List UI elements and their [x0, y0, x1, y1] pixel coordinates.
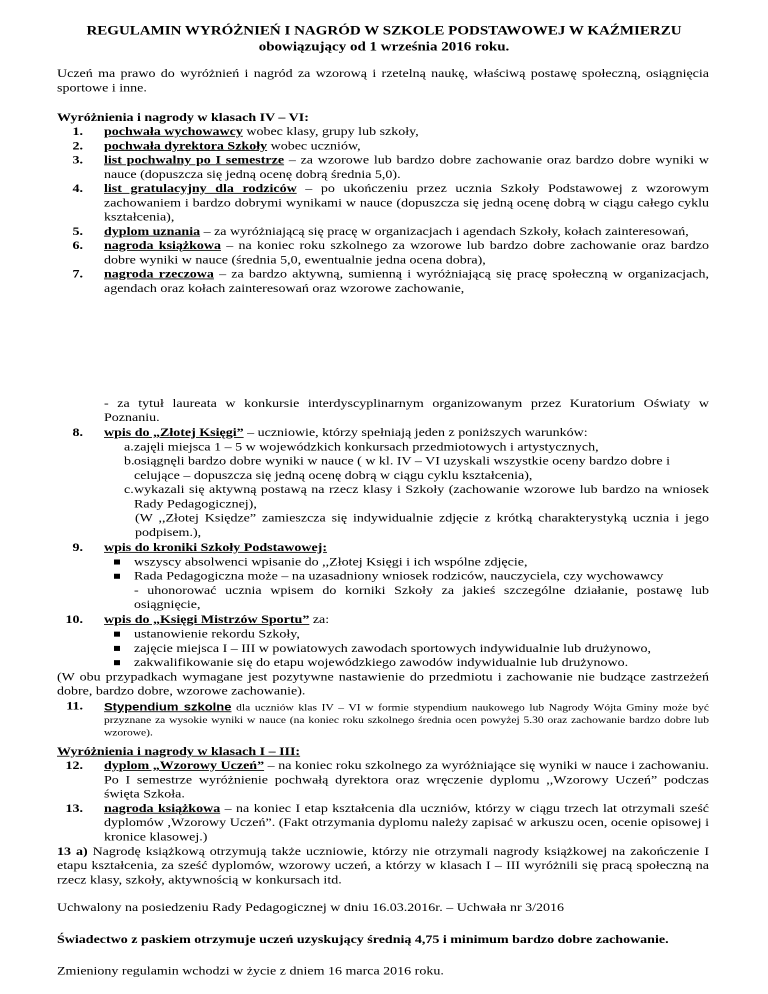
item13a-text: Nagrodę książkową otrzymują także uczniowie, którzy nie otrzymali nagrody książkowej na zakończenie I etapu kształcenia, za sześć dyplomów, wzorowy uczeń, a którzy w klasach I – III wyróżnili się pracą społeczną na rzecz klasy, szkoły, aktywnością w konkursach itd.	[57, 845, 709, 887]
section-heading-iv-vi: Wyróżnienia i nagrody w klasach IV – VI:	[57, 111, 309, 125]
item-title: nagroda rzeczowa	[104, 268, 214, 282]
item-number: 11.	[66, 700, 83, 713]
item-title: pochwała dyrektora Szkoły	[104, 140, 268, 153]
item7-extra: - za tytuł laureata w konkursie interdyscyplinarnym organizowanym przez Kuratorium Oświaty w Poznaniu.	[104, 397, 709, 425]
item-title: wpis do kroniki Szkoły Podstawowej:	[104, 541, 328, 555]
item-text: – na koniec I etap kształcenia dla uczniów, którzy w ciągu trzech lat otrzymali sześć dyplomów ,Wzorowy Uczeń”. (Fakt otrzymania dyplomu należy zapisać w arkuszu ocen, ocenie opisowej i kronice klasowej.)	[104, 802, 709, 844]
item-text: – za wyróżniającą się pracę w organizacjach i agendach Szkoły, kołach zainteresowań,	[200, 225, 689, 239]
item13a-lead: 13 a)	[57, 845, 88, 859]
item-title: nagroda książkowa	[104, 239, 222, 253]
adopted-text: Uchwalony na posiedzeniu Rady Pedagogicznej w dniu 16.03.2016r. – Uchwała nr 3/2016	[57, 901, 565, 915]
item-number: 2.	[72, 140, 83, 153]
item-number: 7.	[72, 268, 83, 282]
sub-item-a	[124, 440, 599, 454]
bullet-text: zajęcie miejsca I – III w powiatowych zawodach sportowych indywidualnie lub drużynowo,	[134, 642, 652, 656]
sub-item-text: zajęli miejsca 1 – 5 w wojewódzkich konkursach przedmiotowych i artystycznych,	[134, 441, 599, 454]
item-title: list gratulacyjny dla rodziców	[104, 182, 297, 196]
item-text: – po ukończeniu przez ucznia Szkoły Podstawowej z wzorowym zachowaniem i bardzo dobrymi wynikami w nauce (dopuszcza się jedną ocenę dobrą w ciągu całego cyklu kształcenia),	[104, 182, 709, 224]
item-number: 6.	[72, 239, 83, 253]
effective-text: Zmieniony regulamin wchodzi w życie z dniem 16 marca 2016 roku.	[57, 965, 444, 979]
sub-item-text: wykazali się aktywną postawą na rzecz klasy i Szkoły (zachowanie wzorowe lub bardzo na wniosek Rady Pedagogicznej),	[134, 483, 709, 511]
item-number: 8.	[72, 426, 83, 440]
sub-item-letter: b.	[124, 455, 135, 469]
item-title: Stypendium szkolne	[104, 700, 232, 713]
item-title: list pochwalny po I semestrze	[104, 154, 285, 167]
bullet-square-icon	[114, 646, 120, 651]
item-text: – uczniowie, którzy spełniają jeden z poniższych warunków:	[243, 426, 588, 440]
item13a	[57, 845, 709, 888]
sub-item-letter: c.	[124, 483, 134, 497]
document-title: REGULAMIN WYRÓŻNIEŃ I NAGRÓD W SZKOLE PODSTAWOWEJ W KAŹMIERZU	[86, 24, 682, 38]
item-text: – na koniec roku szkolnego za wyróżniające się wyniki w nauce i zachowaniu. Po I semestrze wyróżnienie pochwałą dyrektora oraz wręczenie dyplomu ,,Wzorowy Uczeń” podczas święta Szkoła.	[104, 759, 709, 802]
bullet-square-icon	[114, 559, 120, 564]
item-text: – na koniec roku szkolnego za wzorowe lub bardzo dobre zachowanie oraz bardzo dobre wyniki w nauce (średnia 5,0, ewentualnie jedna ocena dobra),	[104, 239, 709, 267]
item9-extra: - uhonorować ucznia wpisem do korniki Szkoły za jakieś szczególne działanie, postawę lub osiągnięcie,	[134, 584, 709, 612]
sub-item-b	[124, 455, 671, 483]
bullet-square-icon	[114, 632, 120, 637]
item-number: 13.	[65, 802, 83, 816]
intro-paragraph: Uczeń ma prawo do wyróżnień i nagród za wzorową i rzetelną naukę, właściwą postawę społeczną, osiągnięcia sportowe i inne.	[57, 67, 709, 95]
item-text: wobec uczniów,	[267, 140, 361, 153]
bullet-text: zakwalifikowanie się do etapu wojewódzkiego zawodów indywidualnie lub drużynowo.	[134, 656, 629, 670]
item-title: dyplom uznania	[104, 225, 201, 239]
item-title: wpis do „Księgi Mistrzów Sportu”	[104, 614, 310, 627]
document-subtitle: obowiązujący od 1 września 2016 roku.	[258, 40, 510, 54]
item8-note: (W ,,Złotej Księdze” zamieszcza się indywidualnie zdjęcie z krótką charakterystyką ucznia i jego podpisem.),	[135, 512, 709, 540]
bullet-text: Rada Pedagogiczna może – na uzasadniony wniosek rodziców, nauczyciela, czy wychowawcy	[134, 570, 664, 583]
item-text: – za wzorowe lub bardzo dobre zachowanie oraz bardzo dobre wyniki w nauce (dopuszcza się jedną ocenę dobrą średnia 5,0).	[104, 154, 709, 182]
sub-item-letter: a.	[124, 441, 134, 454]
bullet-text: ustanowienie rekordu Szkoły,	[134, 628, 300, 641]
item-number: 1.	[72, 125, 83, 139]
item-title: nagroda książkowa	[104, 802, 221, 816]
sub-item-text: osiągnęli bardzo dobre wyniki w nauce ( w kl. IV – VI uzyskali wszystkie oceny bardzo dobre i celujące – dopuszcza się jedną ocenę dobrą w ciągu cyklu kształcenia),	[134, 455, 671, 483]
section-heading-i-iii: Wyróżnienia i nagrody w klasach I – III:	[57, 745, 301, 759]
item-title: pochwała wychowawcy	[104, 125, 243, 139]
certificate-text: Świadectwo z paskiem otrzymuje uczeń uzyskujący średnią 4,75 i minimum bardzo dobre zachowanie.	[57, 933, 669, 947]
sport-note: (W obu przypadkach wymagane jest pozytywne nastawienie do przedmiotu i zachowanie nie budzące zastrzeżeń dobre, bardzo dobre, wzorowe zachowanie).	[57, 671, 709, 698]
item-text: dla uczniów klas IV – VI w formie stypendium naukowego lub Nagrody Wójta Gminy może być przyznane za wysokie wyniki w nauce (na koniec roku szkolnego średnia ocen powyżej 5.30 oraz zachowanie bardzo dobre lub wzorowe).	[104, 702, 709, 739]
item-text: – za bardzo aktywną, sumienną i wyróżniającą się pracę społeczną w organizacjach, agendach oraz kołach zainteresowań oraz wzorowe zachowanie,	[104, 268, 710, 296]
item-number: 12.	[65, 759, 83, 773]
sub-item-c	[124, 483, 709, 511]
item-title: dyplom „Wzorowy Uczeń”	[104, 759, 265, 773]
item-text: wobec klasy, grupy lub szkoły,	[242, 125, 419, 139]
item-text: za:	[309, 614, 330, 627]
bullet-square-icon	[114, 574, 120, 579]
item-number: 9.	[72, 541, 83, 555]
item-number: 4.	[72, 182, 83, 196]
item-number: 5.	[72, 225, 83, 239]
bullet-text: wszyscy absolwenci wpisanie do ,,Złotej Księgi i ich wspólne zdjęcie,	[134, 556, 528, 569]
item-number: 3.	[72, 154, 83, 167]
item-title: wpis do „Złotej Księgi”	[104, 426, 244, 440]
item-number: 10.	[65, 614, 83, 627]
bullet-square-icon	[114, 660, 120, 665]
